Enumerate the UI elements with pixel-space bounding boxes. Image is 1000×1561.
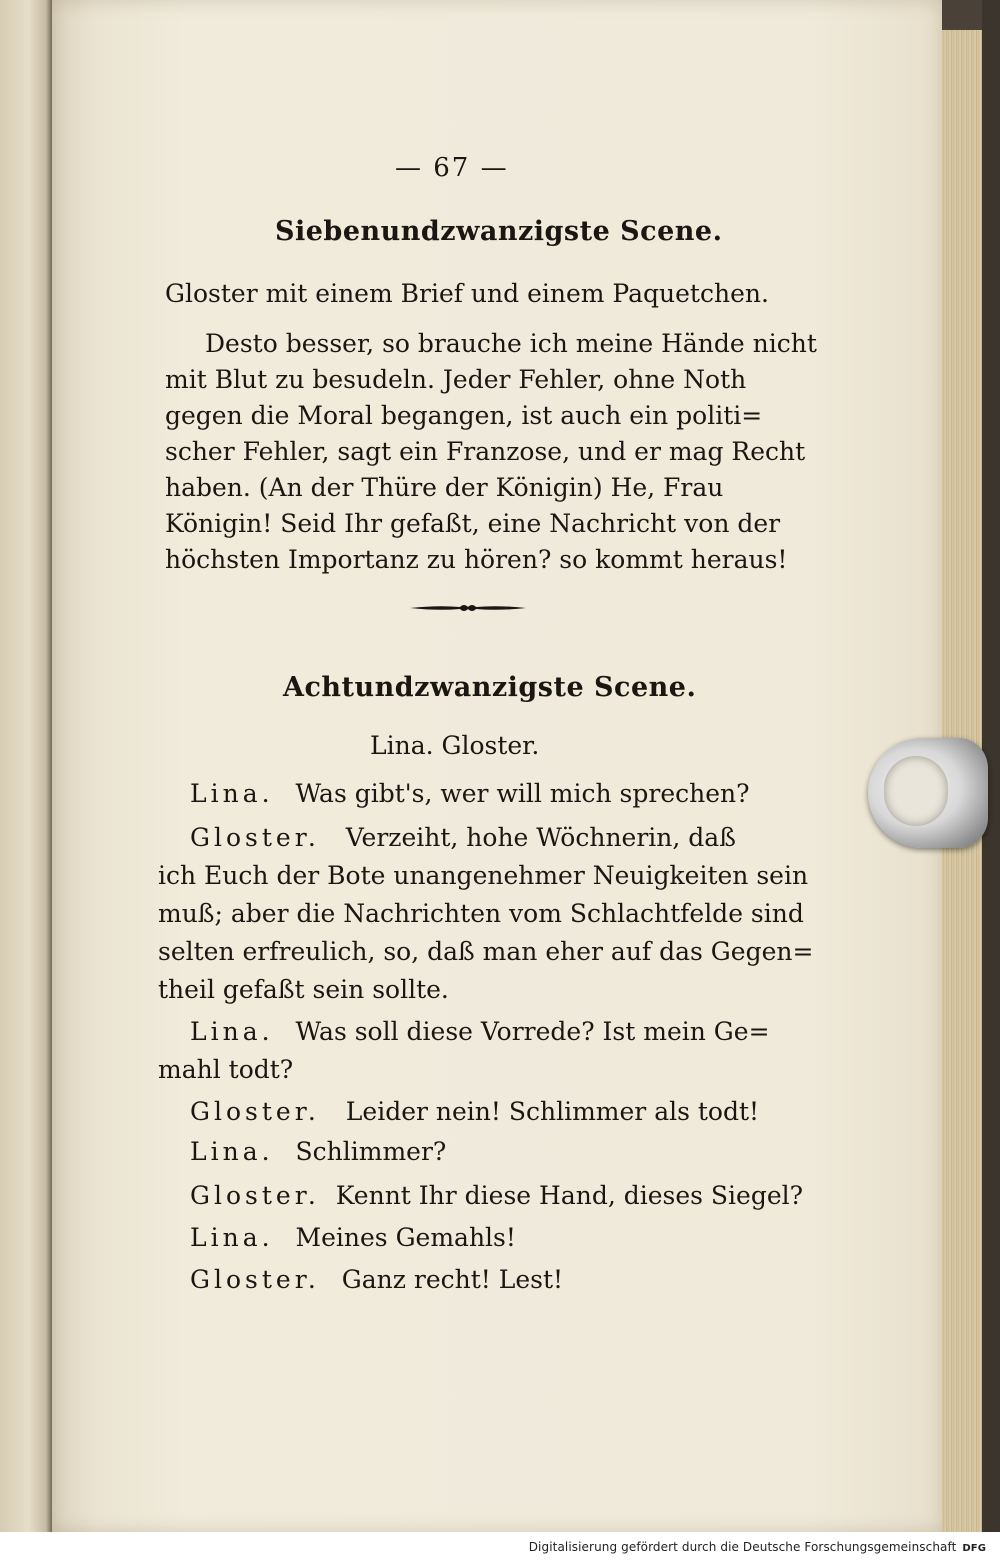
speaker-name: Gloster. <box>190 823 320 852</box>
dialogue-line: theil gefaßt sein sollte. <box>158 975 449 1004</box>
persons-list: Lina. Gloster. <box>370 731 540 760</box>
stage-direction: Gloster mit einem Brief und einem Paquetchen. <box>165 279 769 308</box>
section-divider-ornament <box>408 598 528 618</box>
monologue-line: scher Fehler, sagt ein Franzose, und er mag Recht <box>165 437 806 466</box>
dialogue-line <box>190 778 750 810</box>
speech-text: Was soll diese Vorrede? Ist mein Ge= <box>295 1017 770 1046</box>
credit-text: Digitalisierung gefördert durch die Deutsche Forschungsgemeinschaft <box>528 1540 957 1554</box>
dialogue-line: mahl todt? <box>158 1055 294 1084</box>
dialogue-line <box>190 1222 516 1254</box>
monologue-line: haben. (An der Thüre der Königin) He, Frau <box>165 473 724 502</box>
speech-text: Kennt Ihr diese Hand, dieses Siegel? <box>335 1181 804 1210</box>
dialogue-line <box>190 1136 446 1168</box>
dialogue-line <box>190 1096 759 1128</box>
speech-text: Verzeiht, hohe Wöchnerin, daß <box>345 823 736 852</box>
speech-text: Ganz recht! Lest! <box>341 1265 564 1294</box>
speaker-name: Lina. <box>190 779 274 808</box>
speech-text: Meines Gemahls! <box>295 1223 516 1252</box>
scene-title-27: Siebenundzwanzigste Scene. <box>275 216 723 247</box>
speaker-name: Lina. <box>190 1017 274 1046</box>
speaker-name: Gloster. <box>190 1097 320 1126</box>
dialogue-line: muß; aber die Nachrichten vom Schlachtfelde sind <box>158 899 804 928</box>
funding-credit <box>529 1540 986 1554</box>
monologue-line: Königin! Seid Ihr gefaßt, eine Nachricht von der <box>165 509 781 538</box>
monologue-line: mit Blut zu besudeln. Jeder Fehler, ohne Noth <box>165 365 747 394</box>
speaker-name: Lina. <box>190 1137 274 1166</box>
monologue-line: Desto besser, so brauche ich meine Hände nicht <box>205 329 817 358</box>
speech-text: Schlimmer? <box>295 1137 447 1166</box>
speech-text: Was gibt's, wer will mich sprechen? <box>295 779 750 808</box>
dfg-logo: DFG <box>962 1543 986 1554</box>
speaker-name: Lina. <box>190 1223 274 1252</box>
speaker-name: Gloster. <box>190 1181 320 1210</box>
monologue-line: gegen die Moral begangen, ist auch ein politi= <box>165 401 763 430</box>
dialogue-line <box>190 1264 563 1296</box>
page-number: — 67 — <box>395 153 509 183</box>
dialogue-line <box>190 822 736 854</box>
dialogue-line <box>190 1016 770 1048</box>
speech-text: Leider nein! Schlimmer als todt! <box>345 1097 760 1126</box>
dialogue-line: selten erfreulich, so, daß man eher auf das Gegen= <box>158 937 814 966</box>
dialogue-line: ich Euch der Bote unangenehmer Neuigkeiten sein <box>158 861 809 890</box>
speaker-name: Gloster. <box>190 1265 320 1294</box>
scene-title-28: Achtundzwanzigste Scene. <box>283 672 697 703</box>
dialogue-line <box>190 1180 803 1212</box>
monologue-line: höchsten Importanz zu hören? so kommt heraus! <box>165 545 788 574</box>
